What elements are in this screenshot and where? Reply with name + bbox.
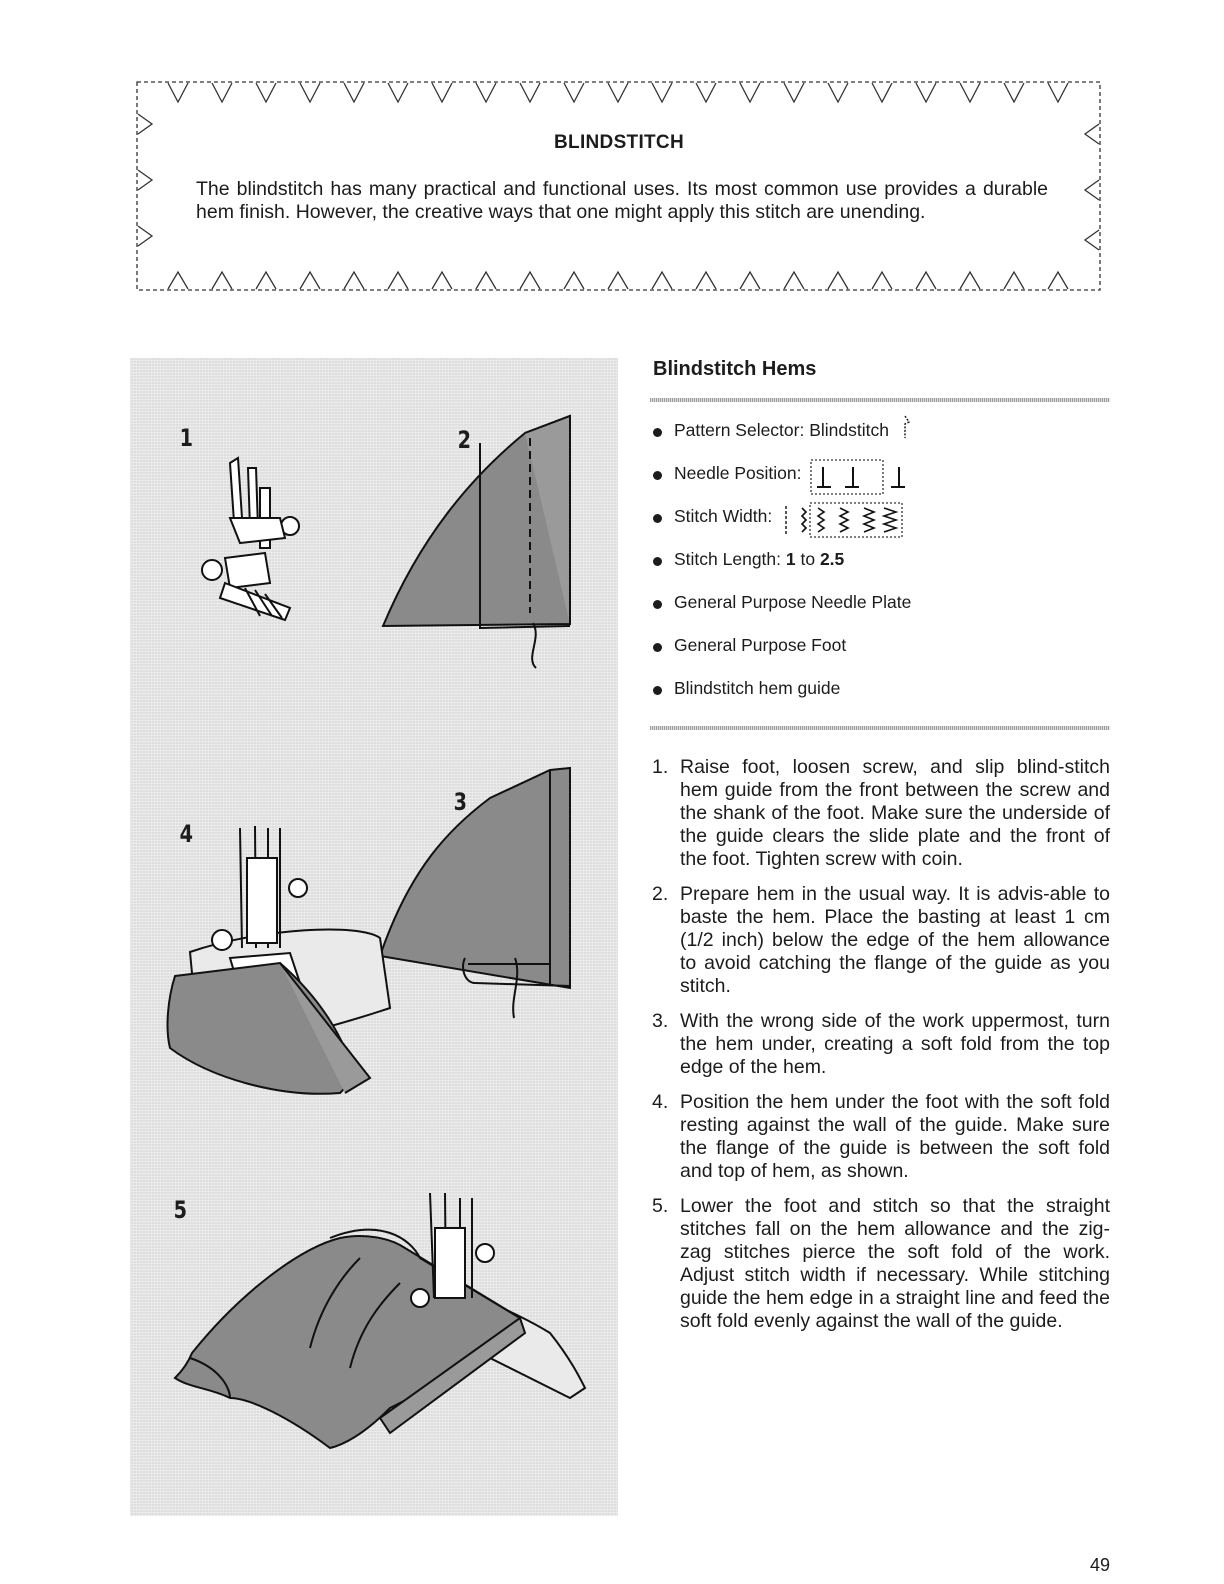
needle-position-icons: [809, 457, 913, 497]
figure-label-1: 1: [179, 424, 194, 452]
page-number: 49: [1090, 1555, 1111, 1575]
stitch-width-icons: [780, 500, 906, 540]
figure-label-4: 4: [179, 820, 194, 848]
setting-stitch-length: Stitch Length: 1 to 2.5: [653, 549, 1113, 592]
steps-list: [652, 756, 1110, 1345]
intro-title: BLINDSTITCH: [554, 132, 684, 153]
step-item: 2. Prepare hem in the usual way. It is advis-able to baste the hem. Place the basting at least 1 cm (1/2 inch) below the edge of the hem allowance to avoid catching the flange of the guide as you stitch.: [652, 883, 1110, 997]
setting-needle-position: Needle Position:: [653, 463, 1113, 506]
fig2-folded-fabric-drawing: [383, 416, 570, 668]
blindstitch-pattern-icon: [897, 414, 913, 440]
fig3-hem-fold-drawing: [380, 768, 570, 1018]
bullet-icon: [653, 514, 662, 523]
bullet-icon: [653, 557, 662, 566]
intro-text: The blindstitch has many practical and functional uses. Its most common use provides a durable hem finish. However, the creative ways that one might apply this stitch are unending.: [196, 178, 1048, 223]
step-item: 1. Raise foot, loosen screw, and slip blind-stitch hem guide from the front between the screw and the shank of the foot. Make sure the underside of the guide clears the slide plate and the front of the foot. Tighten screw with coin.: [652, 756, 1110, 870]
setting-foot: General Purpose Foot: [653, 635, 1113, 678]
setting-stitch-width: Stitch Width:: [653, 506, 1113, 549]
setting-pattern-selector: Pattern Selector: Blindstitch: [653, 420, 1113, 463]
step-item: 5. Lower the foot and stitch so that the straight stitches fall on the hem allowance and the zig-zag stitches pierce the soft fold of the work. Adjust stitch width if necessary. While stitching guide the hem edge in a straight line and feed the soft fold evenly against the wall of the guide.: [652, 1195, 1110, 1332]
divider-bottom: [650, 726, 1110, 730]
section-title: Blindstitch Hems: [653, 358, 817, 380]
fig4-machine-hem-drawing: [168, 826, 390, 1094]
fig5-garment-hem-drawing: [175, 1193, 585, 1448]
sewing-illustrations: [130, 358, 618, 1516]
figure-label-5: 5: [173, 1196, 188, 1224]
step-item: 3. With the wrong side of the work uppermost, turn the hem under, creating a soft fold from the top edge of the hem.: [652, 1010, 1110, 1078]
bullet-icon: [653, 471, 662, 480]
setting-needle-plate: General Purpose Needle Plate: [653, 592, 1113, 635]
step-item: 4. Position the hem under the foot with the soft fold resting against the wall of the guide. Make sure the flange of the guide is between the soft fold and top of hem, as shown.: [652, 1091, 1110, 1182]
intro-box: [136, 80, 1102, 292]
settings-list: [653, 420, 1113, 721]
setting-hem-guide: Blindstitch hem guide: [653, 678, 1113, 721]
figure-label-3: 3: [453, 788, 468, 816]
bullet-icon: [653, 643, 662, 652]
figure-label-2: 2: [457, 426, 472, 454]
fig1-presser-foot-drawing: [202, 458, 299, 620]
divider-top: [650, 398, 1110, 402]
bullet-icon: [653, 428, 662, 437]
bullet-icon: [653, 600, 662, 609]
bullet-icon: [653, 686, 662, 695]
illustration-panel: [130, 358, 618, 1516]
